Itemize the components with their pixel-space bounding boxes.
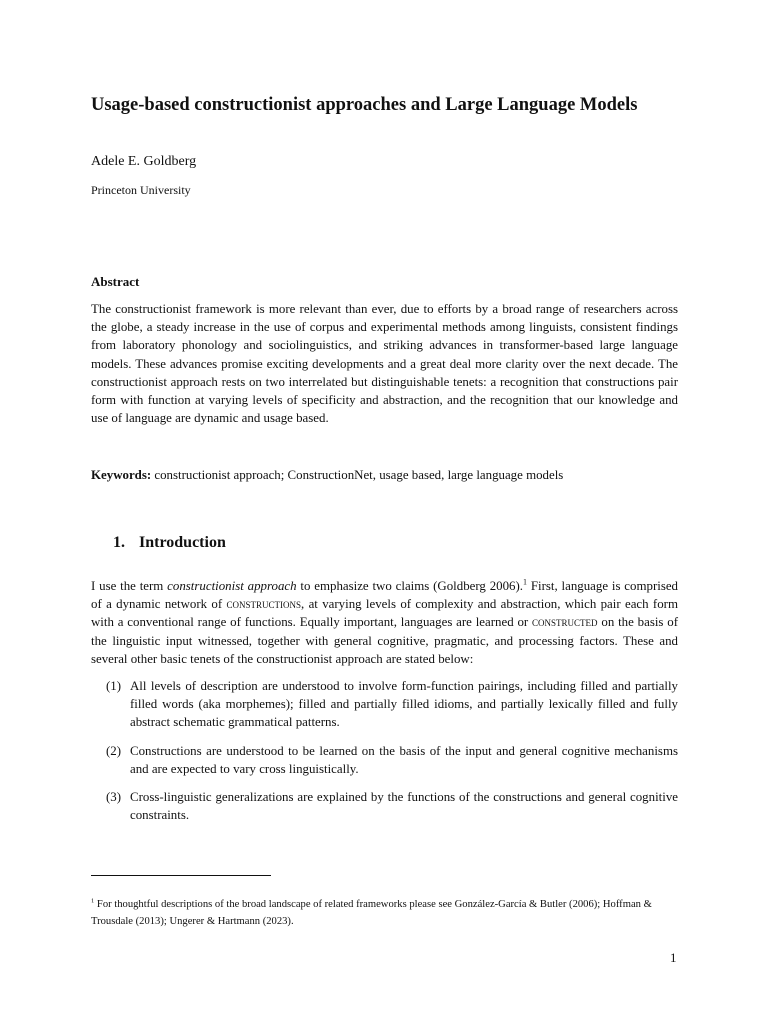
list-marker: (2) (106, 743, 122, 758)
list-item (91, 742, 678, 778)
footnote-text: For thoughtful descriptions of the broad landscape of related frameworks please see González-García & Butler (2006); Hoffman & Trousdale (2013); Ungerer & Hartmann (2023). (91, 899, 652, 927)
section-title: Introduction (139, 534, 226, 551)
list-item-text: Constructions are understood to be learned on the basis of the input and general cognitive mechanisms and are expected to vary cross linguistically. (130, 743, 678, 776)
author-name: Adele E. Goldberg (91, 154, 197, 169)
list-item-text: Cross-linguistic generalizations are explained by the functions of the constructions and general cognitive constraints. (130, 790, 678, 823)
intro-text-part: on the basis of the linguistic input witnessed, together with general cognitive, pragmatic, and processing factors. These and several other basic tenets of the constructionist approach are stated below: (91, 615, 678, 666)
abstract-text: The constructionist framework is more relevant than ever, due to efforts by a broad range of researchers across the globe, a steady increase in the use of corpus and experimental methods among linguists, consistent findings from laboratory phonology and sociolinguistics, and striking advances in transformer-based large language models. These advances promise exciting developments and a great deal more clarity over the next decade. The constructionist approach rests on two interrelated but distinguishable tenets: a recognition that constructions pair form with function at varying levels of specificity and abstraction, and the recognition that our knowledge and use of language are dynamic and usage based. (91, 302, 678, 426)
footnote-divider (91, 875, 271, 876)
section-heading-introduction (113, 534, 226, 552)
introduction-paragraph (91, 577, 678, 668)
list-marker: (1) (106, 679, 122, 693)
keywords-text: constructionist approach; ConstructionNet, usage based, large language models (151, 468, 564, 482)
keywords-line (91, 468, 691, 483)
intro-text-part: , at varying levels of complexity and abstraction, which pair each form with a conventional range of functions. Equally important, languages are learned or (91, 597, 678, 630)
section-number: 1. (113, 534, 125, 551)
list-item-text: All levels of description are understood to involve form-function pairings, including filled and partially filled words (aka morphemes); filled and partially filled idioms, and partially lexically filled and fully abstract schematic grammatical patterns. (130, 679, 678, 730)
abstract-heading: Abstract (91, 274, 140, 289)
tenets-list (91, 677, 678, 834)
author-affiliation: Princeton University (91, 183, 191, 197)
intro-text-part: I use the term (91, 579, 168, 593)
keywords-label: Keywords: (91, 468, 152, 482)
paper-title: Usage-based constructionist approaches and Large Language Models (91, 95, 638, 115)
intro-emphasis: constructionist approach (167, 579, 297, 593)
intro-text-part: to emphasize two claims (Goldberg 2006). (296, 579, 523, 593)
footnote (91, 896, 681, 930)
list-marker: (3) (106, 790, 122, 805)
page-number: 1 (670, 950, 677, 965)
list-item (91, 788, 678, 824)
footnote-mark: 1 (91, 897, 95, 905)
intro-smallcaps-term: constructions (226, 597, 302, 612)
footnote-reference[interactable]: 1 (523, 577, 527, 587)
list-item (91, 677, 678, 732)
intro-smallcaps-term: constructed (532, 615, 598, 630)
intro-text-part: First, language is comprised of a dynamic network of (91, 579, 679, 612)
